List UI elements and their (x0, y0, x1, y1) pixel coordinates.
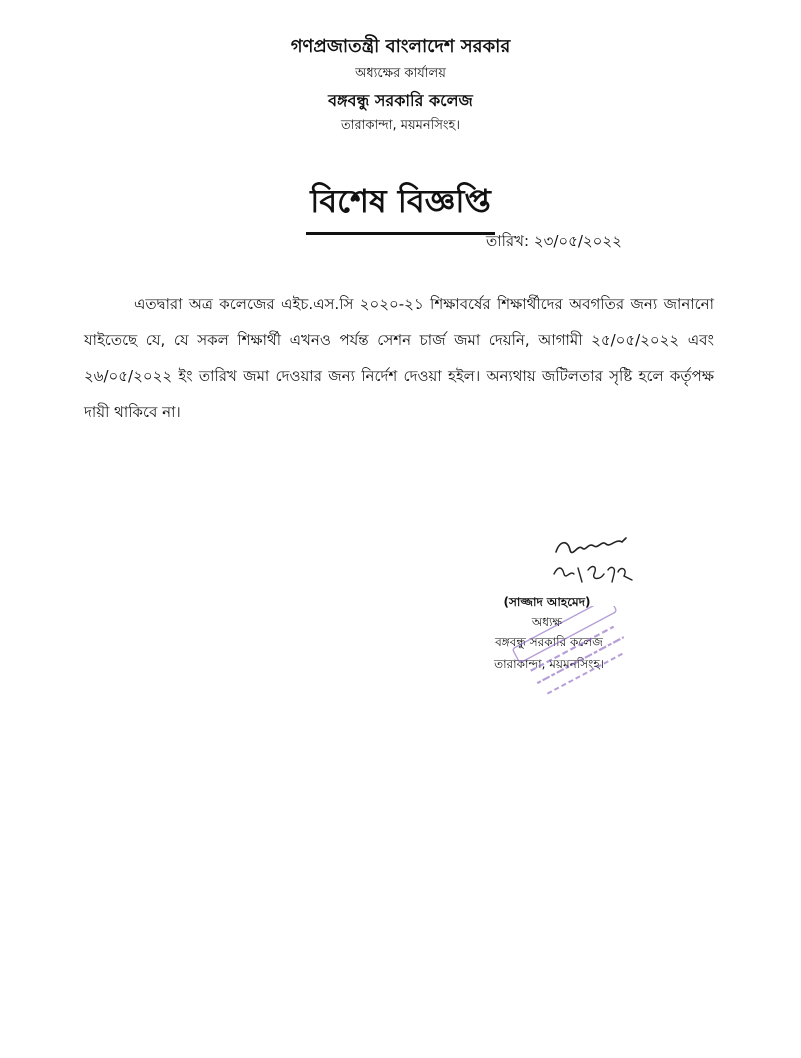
office-title: অধ্যক্ষের কার্যালয় (355, 66, 446, 81)
college-address: তারাকান্দা, ময়মনসিংহ। (340, 118, 460, 133)
signatory-name: (সাজ্জাদ আহমেদ) (503, 595, 591, 609)
notice-heading: বিশেষ বিজ্ঞপ্তি (306, 176, 495, 235)
official-seal-stamp (484, 606, 644, 716)
signatory-title: অধ্যক্ষ (531, 615, 563, 629)
notice-heading-wrapper (0, 176, 801, 235)
signatory-address: তারাকান্দা, ময়মনসিংহ। (494, 657, 604, 671)
notice-date: তারিখ: ২৩/০৫/২০২২ (486, 232, 622, 250)
notice-body: এতদ্বারা অত্র কলেজের এইচ.এস.সি ২০২০-২১ শিক্ষাবর্ষের শিক্ষার্থীদের অবগতির জন্য জানানো যাইতেছে যে, যে সকল শিক্ষার্থী এখনও পর্যন্ত সেশন চার্জ জমা দেয়নি, আগামী ২৫/০৫/২০২২ এবং ২৬/০৫/২০২২ ইং তারিখ জমা দেওয়ার জন্য নির্দেশ দেওয়া হইল। অন্যথায় জটিলতার সৃষ্টি হলে কর্তৃপক্ষ দায়ী থাকিবে না। (84, 295, 714, 421)
college-name: বঙ্গবন্ধু সরকারি কলেজ (328, 91, 473, 110)
government-title: গণপ্রজাতন্ত্রী বাংলাদেশ সরকার (290, 36, 511, 57)
handwritten-signature (548, 530, 638, 590)
signatory-college: বঙ্গবন্ধু সরকারি কলেজ (495, 635, 603, 649)
